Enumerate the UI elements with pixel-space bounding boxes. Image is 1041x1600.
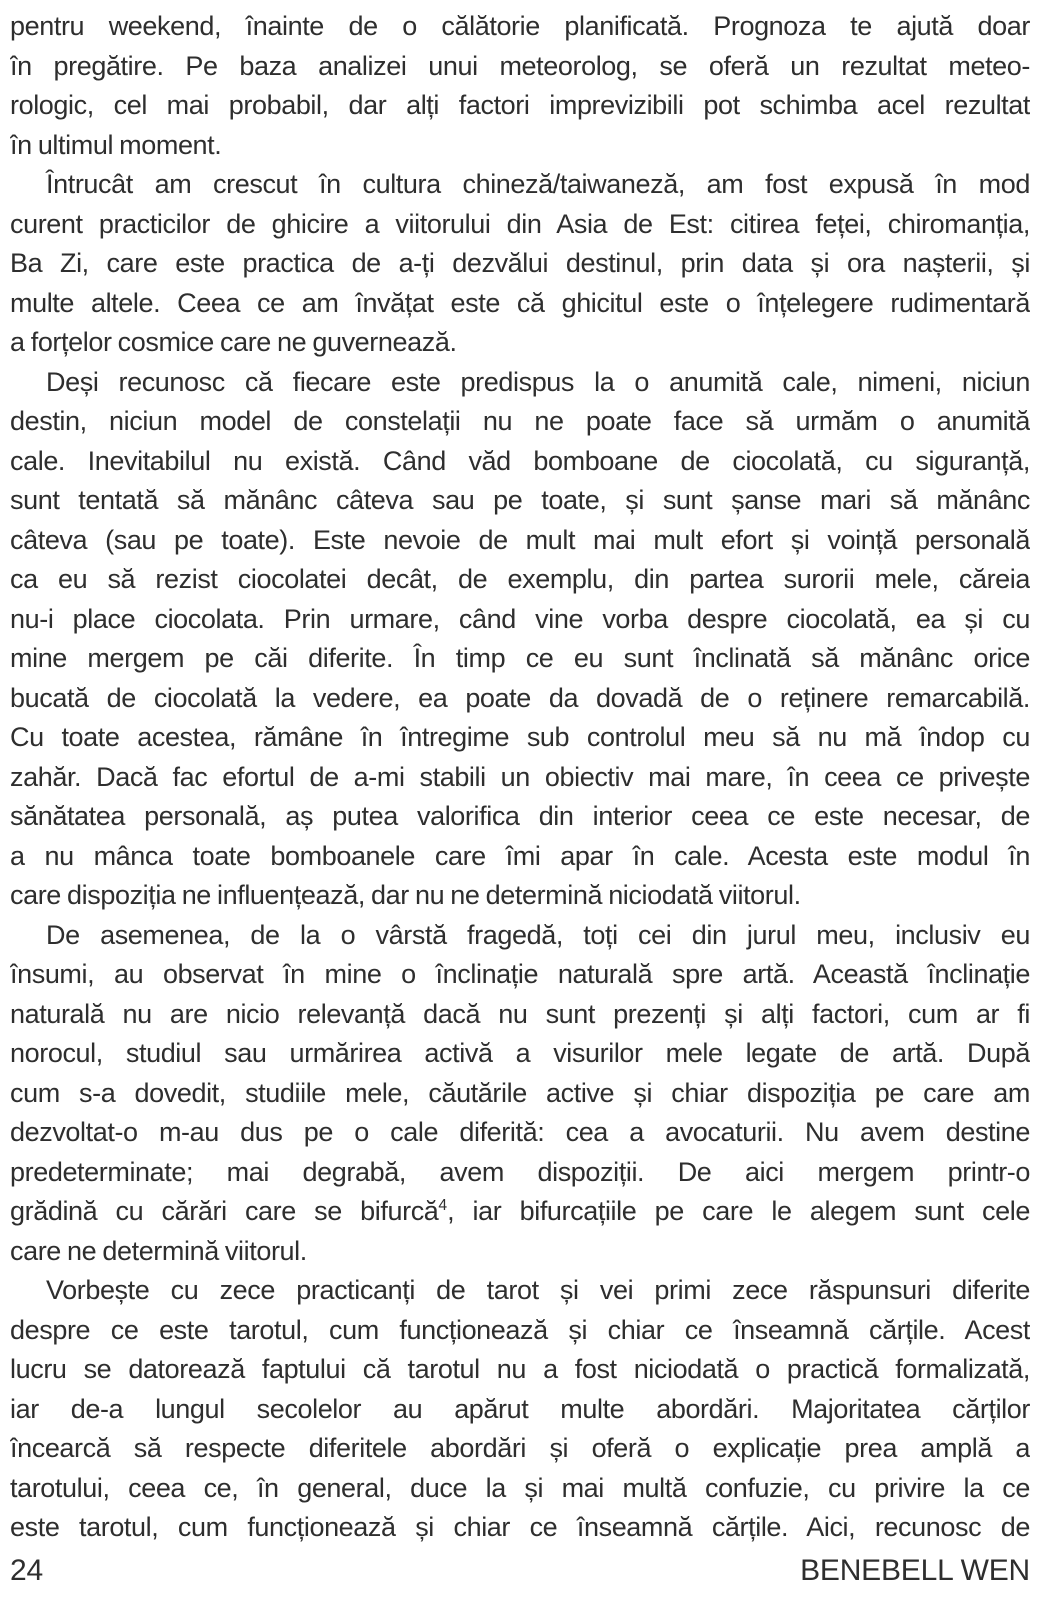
text-line: Vorbește cu zece practicanți de tarot și vei primi zece răspunsuri diferite <box>46 1275 1030 1305</box>
text-line: iar de-a lungul secolelor au apărut multe abordări. Majoritatea cărților <box>10 1393 1030 1424</box>
text-line: pentru weekend, înainte de o călătorie planificată. Prognoza te ajută doar <box>10 11 1030 41</box>
text-line: predeterminate; mai degrabă, avem dispoziții. De aici mergem printr-o <box>10 1156 1030 1187</box>
text-line: sunt tentată să mănânc câteva sau pe toate, și sunt șanse mari să mănânc <box>10 485 1030 515</box>
text-line: a nu mânca toate bomboanele care îmi apar în cale. Acesta este modul în <box>10 840 1030 871</box>
text-line: bucată de ciocolată la vedere, ea poate da dovadă de o reținere remarcabilă. <box>10 682 1030 713</box>
text-segment: , iar bifurcațiile pe care le alegem sunt cele <box>447 1196 1030 1226</box>
text-line: Cu toate acestea, rămâne în întregime sub controlul meu să nu mă îndop cu <box>10 722 1030 752</box>
text-segment: grădină cu cărări care se bifurcă <box>10 1196 439 1226</box>
text-line: în pregătire. Pe baza analizei unui meteorolog, se oferă un rezultat meteo- <box>10 50 1030 81</box>
text-line: sănătatea personală, aș putea valorifica din interior ceea ce este necesar, de <box>10 801 1030 831</box>
text-line: multe altele. Ceea ce am învățat este că ghicitul este o înțelegere rudimentară <box>10 287 1030 318</box>
text-line: Ba Zi, care este practica de a-ți dezvălui destinul, prin data și ora nașterii, și <box>10 248 1030 278</box>
text-line: mine mergem pe căi diferite. În timp ce eu sunt înclinată să mănânc orice <box>10 643 1030 673</box>
text-line: zahăr. Dacă fac efortul de a-mi stabili un obiectiv mai mare, în ceea ce privește <box>10 761 1030 792</box>
text-line: nu-i place ciocolata. Prin urmare, când vine vorba despre ciocolată, ea și cu <box>10 603 1030 634</box>
text-line: rologic, cel mai probabil, dar alți factori imprevizibili pot schimba acel rezultat <box>10 90 1030 120</box>
text-line: dezvoltat-o m-au dus pe o cale diferită: cea a avocaturii. Nu avem destine <box>10 1117 1030 1147</box>
text-line: care dispoziția ne influențează, dar nu ne determină niciodată viitorul. <box>10 880 801 910</box>
text-line: câteva (sau pe toate). Este nevoie de mult mai mult efort și voință personală <box>10 524 1030 555</box>
text-line: naturală nu are nicio relevanță dacă nu sunt prezenți și alți factori, cum ar fi <box>10 998 1030 1029</box>
text-line: curent practicilor de ghicire a viitorului din Asia de Est: citirea feței, chiromanția, <box>10 208 1030 239</box>
text-line: ca eu să rezist ciocolatei decât, de exemplu, din partea surorii mele, căreia <box>10 564 1030 594</box>
text-line: Deși recunosc că fiecare este predispus la o anumită cale, nimeni, niciun <box>46 366 1030 397</box>
text-line: De asemenea, de la o vârstă fragedă, toți cei din jurul meu, inclusiv eu <box>46 919 1030 950</box>
text-line: încearcă să respecte diferitele abordări și oferă o explicație prea amplă a <box>10 1433 1030 1463</box>
text-line: despre ce este tarotul, cum funcționează și chiar ce înseamnă cărțile. Acest <box>10 1314 1030 1345</box>
body-text <box>10 7 1030 1548</box>
text-line: norocul, studiul sau urmărirea activă a visurilor mele legate de artă. După <box>10 1038 1030 1068</box>
text-line: în ultimul moment. <box>10 129 222 160</box>
text-line <box>10 1192 1030 1232</box>
text-line: care ne determină viitorul. <box>10 1235 307 1266</box>
running-footer-author: BENEBELL WEN <box>800 1554 1030 1587</box>
footnote-reference: 4 <box>438 1197 448 1214</box>
text-line: cum s-a dovedit, studiile mele, căutările active și chiar dispoziția pe care am <box>10 1077 1030 1108</box>
text-line: cale. Inevitabilul nu există. Când văd bomboane de ciocolată, cu siguranță, <box>10 445 1030 476</box>
text-line: destin, niciun model de constelații nu ne poate face să urmăm o anumită <box>10 406 1030 436</box>
text-line: este tarotul, cum funcționează și chiar ce înseamnă cărțile. Aici, recunosc de <box>10 1512 1030 1542</box>
text-line: lucru se datorează faptului că tarotul nu a fost niciodată o practică formalizată, <box>10 1354 1030 1384</box>
page-footer <box>10 1554 1030 1590</box>
text-line: tarotului, ceea ce, în general, duce la și mai multă confuzie, cu privire la ce <box>10 1472 1030 1503</box>
text-line: însumi, au observat în mine o înclinație naturală spre artă. Această înclinație <box>10 959 1030 989</box>
text-line: a forțelor cosmice care ne guvernează. <box>10 327 457 357</box>
page-number: 24 <box>10 1554 43 1587</box>
text-line: Întrucât am crescut în cultura chineză/taiwaneză, am fost expusă în mod <box>46 169 1030 199</box>
